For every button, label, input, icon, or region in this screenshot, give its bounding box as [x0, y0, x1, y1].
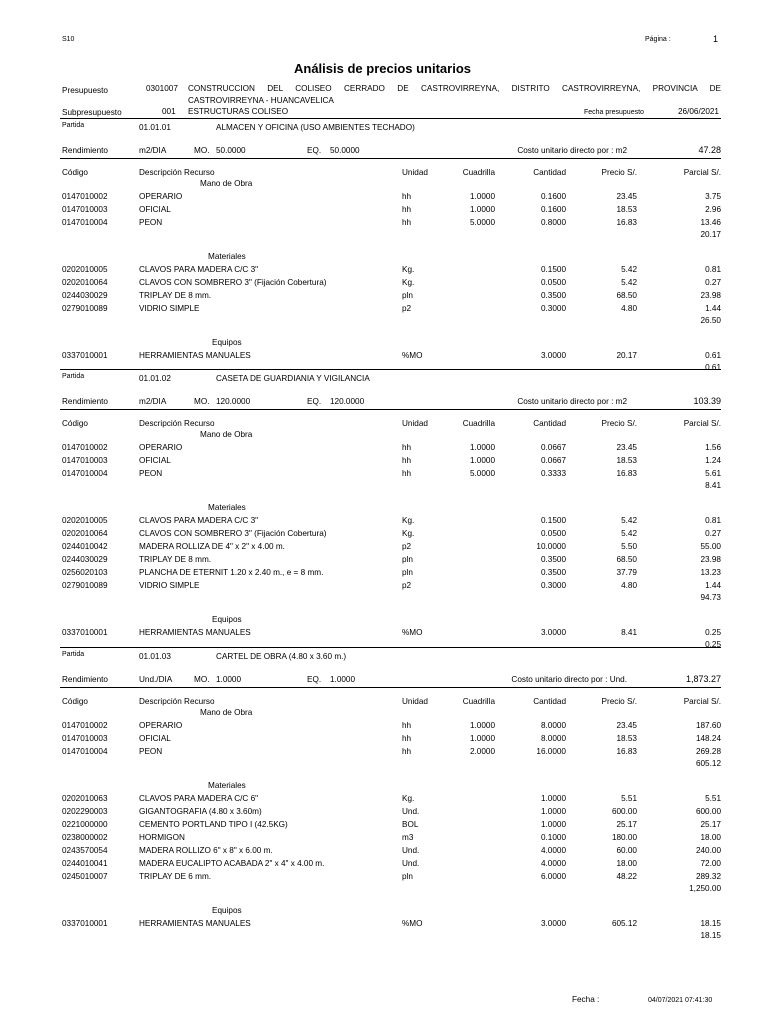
resource-unit: BOL [402, 820, 419, 829]
column-header-descripcion: Descripción Recurso [139, 168, 215, 177]
mo-label: MO. [194, 675, 210, 684]
resource-description: HERRAMIENTAS MANUALES [139, 919, 251, 928]
rendimiento-label: Rendimiento [62, 675, 108, 684]
presupuesto-description-line2: CASTROVIRREYNA - HUANCAVELICA [188, 96, 334, 105]
fecha-presupuesto: 26/06/2021 [678, 107, 719, 116]
resource-description: OPERARIO [139, 192, 183, 201]
resource-description: OFICIAL [139, 205, 171, 214]
presupuesto-label: Presupuesto [62, 86, 108, 95]
page-label: Página : [645, 36, 671, 43]
partida-code: 01.01.02 [139, 374, 171, 383]
resource-parcial: 1.44 [705, 304, 721, 313]
subpresupuesto-label: Subpresupuesto [62, 108, 122, 117]
resource-code: 0147010004 [62, 747, 108, 756]
resource-unit: hh [402, 721, 412, 730]
resource-code: 0147010002 [62, 443, 108, 452]
resource-code: 0244010041 [62, 859, 108, 868]
resource-cuadrilla: 1.0000 [469, 456, 495, 465]
resource-parcial: 1.44 [705, 581, 721, 590]
column-header-cantidad: Cantidad [533, 419, 566, 428]
resource-cantidad: 6.0000 [540, 872, 566, 881]
resource-code: 0147010002 [62, 721, 108, 730]
resource-precio: 18.53 [616, 734, 637, 743]
mo-value: 50.0000 [216, 146, 246, 155]
resource-code: 0202010063 [62, 794, 108, 803]
resource-cantidad: 0.0500 [540, 529, 566, 538]
resource-description: OFICIAL [139, 734, 171, 743]
resource-code: 0147010004 [62, 218, 108, 227]
resource-cantidad: 0.3333 [540, 469, 566, 478]
resource-code: 0337010001 [62, 628, 108, 637]
resource-precio: 16.83 [616, 747, 637, 756]
resource-precio: 5.50 [621, 542, 637, 551]
column-header-codigo: Código [62, 168, 88, 177]
presupuesto-code: 0301007 [146, 84, 178, 93]
group-subtotal: 26.50 [700, 316, 721, 325]
resource-description: GIGANTOGRAFIA (4.80 x 3.60m) [139, 807, 262, 816]
resource-code: 0243570054 [62, 846, 108, 855]
resource-code: 0202290003 [62, 807, 108, 816]
resource-unit: hh [402, 443, 412, 452]
resource-precio: 18.53 [616, 205, 637, 214]
rendimiento-rule [60, 409, 721, 410]
column-header-cuadrilla: Cuadrilla [462, 168, 495, 177]
column-header-precio: Precio S/. [601, 697, 637, 706]
resource-code: 0147010003 [62, 734, 108, 743]
resource-unit: Kg. [402, 516, 415, 525]
presupuesto-description: CONSTRUCCION DEL COLISEO CERRADO DE CASTROVIRREYNA, DISTRITO CASTROVIRREYNA, PROVINCIA DE [188, 84, 721, 93]
column-header-descripcion: Descripción Recurso [139, 419, 215, 428]
resource-cantidad: 1.0000 [540, 807, 566, 816]
resource-cantidad: 3.0000 [540, 628, 566, 637]
resource-precio: 18.00 [616, 859, 637, 868]
rendimiento-label: Rendimiento [62, 397, 108, 406]
resource-description: CLAVOS PARA MADERA C/C 3" [139, 265, 259, 274]
resource-unit: p2 [402, 304, 412, 313]
resource-cantidad: 1.0000 [540, 820, 566, 829]
resource-cantidad: 8.0000 [540, 721, 566, 730]
resource-precio: 605.12 [611, 919, 637, 928]
resource-cantidad: 4.0000 [540, 846, 566, 855]
group-subtotal: 605.12 [695, 759, 721, 768]
column-header-parcial: Parcial S/. [683, 419, 721, 428]
resource-code: 0256020103 [62, 568, 108, 577]
resource-cantidad: 3.0000 [540, 919, 566, 928]
resource-code: 0244030029 [62, 291, 108, 300]
mo-label: MO. [194, 397, 210, 406]
fecha-presupuesto-label: Fecha presupuesto [584, 109, 644, 116]
resource-unit: hh [402, 192, 412, 201]
resource-cantidad: 0.3500 [540, 291, 566, 300]
resource-unit: %MO [402, 919, 423, 928]
resource-precio: 16.83 [616, 218, 637, 227]
resource-precio: 4.80 [621, 581, 637, 590]
group-heading: Equipos [212, 906, 242, 915]
eq-label: EQ. [307, 675, 322, 684]
resource-parcial: 187.60 [695, 721, 721, 730]
mo-value: 120.0000 [216, 397, 251, 406]
resource-cuadrilla: 1.0000 [469, 205, 495, 214]
resource-description: TRIPLAY DE 8 mm. [139, 291, 212, 300]
resource-code: 0202010005 [62, 265, 108, 274]
group-heading: Materiales [208, 252, 246, 261]
resource-description: VIDRIO SIMPLE [139, 581, 200, 590]
partida-code: 01.01.01 [139, 123, 171, 132]
rendimiento-unit: Und./DIA [139, 675, 173, 684]
resource-cantidad: 0.3500 [540, 555, 566, 564]
costo-unitario-label: Costo unitario directo por : m2 [517, 146, 627, 155]
column-header-parcial: Parcial S/. [683, 168, 721, 177]
partida-name: CARTEL DE OBRA (4.80 x 3.60 m.) [216, 652, 347, 661]
resource-cuadrilla: 5.0000 [469, 218, 495, 227]
resource-precio: 23.45 [616, 721, 637, 730]
column-header-codigo: Código [62, 697, 88, 706]
resource-unit: p2 [402, 542, 412, 551]
page-title: Análisis de precios unitarios [294, 61, 471, 76]
resource-cantidad: 1.0000 [540, 794, 566, 803]
resource-unit: Kg. [402, 278, 415, 287]
rendimiento-unit: m2/DIA [139, 146, 167, 155]
resource-cantidad: 16.0000 [536, 747, 566, 756]
resource-code: 0202010005 [62, 516, 108, 525]
resource-unit: Und. [402, 807, 420, 816]
resource-description: VIDRIO SIMPLE [139, 304, 200, 313]
partida-top-rule [60, 118, 721, 119]
resource-description: CLAVOS CON SOMBRERO 3" (Fijación Cobertura) [139, 278, 327, 287]
resource-code: 0147010003 [62, 205, 108, 214]
resource-parcial: 23.98 [700, 555, 721, 564]
resource-unit: hh [402, 469, 412, 478]
resource-precio: 23.45 [616, 192, 637, 201]
resource-cantidad: 0.3000 [540, 581, 566, 590]
group-subtotal: 0.25 [705, 640, 721, 649]
resource-description: CLAVOS PARA MADERA C/C 3" [139, 516, 259, 525]
column-header-cuadrilla: Cuadrilla [462, 419, 495, 428]
costo-unitario-value: 103.39 [693, 396, 721, 406]
column-header-descripcion: Descripción Recurso [139, 697, 215, 706]
resource-description: HERRAMIENTAS MANUALES [139, 628, 251, 637]
group-subtotal: 1,250.00 [689, 884, 721, 893]
resource-precio: 180.00 [611, 833, 637, 842]
resource-parcial: 18.15 [700, 919, 721, 928]
resource-code: 0337010001 [62, 919, 108, 928]
eq-value: 120.0000 [330, 397, 365, 406]
column-header-unidad: Unidad [402, 168, 428, 177]
resource-precio: 16.83 [616, 469, 637, 478]
resource-parcial: 5.51 [705, 794, 721, 803]
eq-label: EQ. [307, 397, 322, 406]
resource-precio: 18.53 [616, 456, 637, 465]
resource-parcial: 1.56 [705, 443, 721, 452]
resource-unit: Kg. [402, 794, 415, 803]
resource-parcial: 23.98 [700, 291, 721, 300]
resource-precio: 48.22 [616, 872, 637, 881]
resource-unit: p2 [402, 581, 412, 590]
partida-top-rule [60, 369, 721, 370]
resource-precio: 60.00 [616, 846, 637, 855]
resource-description: PEON [139, 469, 163, 478]
resource-description: OPERARIO [139, 443, 183, 452]
resource-code: 0245010007 [62, 872, 108, 881]
resource-cuadrilla: 5.0000 [469, 469, 495, 478]
rendimiento-rule [60, 158, 721, 159]
resource-parcial: 600.00 [695, 807, 721, 816]
rendimiento-rule [60, 687, 721, 688]
column-header-unidad: Unidad [402, 697, 428, 706]
resource-code: 0244010042 [62, 542, 108, 551]
partida-name: ALMACEN Y OFICINA (USO AMBIENTES TECHADO) [216, 123, 415, 132]
mo-value: 1.0000 [216, 675, 242, 684]
resource-description: OPERARIO [139, 721, 183, 730]
resource-description: TRIPLAY DE 8 mm. [139, 555, 212, 564]
resource-cantidad: 0.3500 [540, 568, 566, 577]
page-number: 1 [713, 34, 719, 44]
resource-cuadrilla: 1.0000 [469, 443, 495, 452]
column-header-cantidad: Cantidad [533, 697, 566, 706]
subpresupuesto-description: ESTRUCTURAS COLISEO [188, 107, 289, 116]
resource-code: 0238000002 [62, 833, 108, 842]
resource-unit: Und. [402, 846, 420, 855]
resource-unit: pln [402, 555, 413, 564]
resource-description: HERRAMIENTAS MANUALES [139, 351, 251, 360]
resource-parcial: 0.27 [705, 529, 721, 538]
resource-cantidad: 10.0000 [536, 542, 566, 551]
resource-unit: hh [402, 205, 412, 214]
resource-code: 0337010001 [62, 351, 108, 360]
resource-precio: 5.42 [621, 529, 637, 538]
group-heading: Mano de Obra [200, 430, 253, 439]
resource-parcial: 0.27 [705, 278, 721, 287]
resource-parcial: 55.00 [700, 542, 721, 551]
resource-parcial: 0.61 [705, 351, 721, 360]
costo-unitario-value: 47.28 [698, 145, 721, 155]
resource-cantidad: 8.0000 [540, 734, 566, 743]
resource-precio: 4.80 [621, 304, 637, 313]
costo-unitario-label: Costo unitario directo por : Und. [511, 675, 627, 684]
footer-fecha-label: Fecha : [572, 995, 600, 1004]
eq-value: 1.0000 [330, 675, 356, 684]
resource-code: 0147010004 [62, 469, 108, 478]
resource-cantidad: 0.1000 [540, 833, 566, 842]
resource-parcial: 13.23 [700, 568, 721, 577]
partida-code: 01.01.03 [139, 652, 171, 661]
resource-code: 0279010089 [62, 581, 108, 590]
resource-parcial: 72.00 [700, 859, 721, 868]
resource-precio: 68.50 [616, 291, 637, 300]
resource-parcial: 5.61 [705, 469, 721, 478]
partida-label: Partida [62, 122, 85, 129]
group-subtotal: 0.61 [705, 363, 721, 372]
resource-code: 0279010089 [62, 304, 108, 313]
column-header-cuadrilla: Cuadrilla [462, 697, 495, 706]
resource-code: 0147010003 [62, 456, 108, 465]
resource-code: 0244030029 [62, 555, 108, 564]
resource-parcial: 148.24 [695, 734, 721, 743]
resource-code: 0202010064 [62, 278, 108, 287]
resource-cuadrilla: 1.0000 [469, 734, 495, 743]
partida-top-rule [60, 647, 721, 648]
resource-unit: hh [402, 218, 412, 227]
group-heading: Mano de Obra [200, 708, 253, 717]
resource-parcial: 0.25 [705, 628, 721, 637]
resource-parcial: 289.32 [695, 872, 721, 881]
costo-unitario-label: Costo unitario directo por : m2 [517, 397, 627, 406]
resource-precio: 68.50 [616, 555, 637, 564]
column-header-unidad: Unidad [402, 419, 428, 428]
resource-cantidad: 3.0000 [540, 351, 566, 360]
resource-description: OFICIAL [139, 456, 171, 465]
group-heading: Equipos [212, 615, 242, 624]
resource-unit: Und. [402, 859, 420, 868]
resource-parcial: 3.75 [705, 192, 721, 201]
group-heading: Materiales [208, 781, 246, 790]
resource-unit: hh [402, 456, 412, 465]
resource-description: PEON [139, 218, 163, 227]
group-heading: Materiales [208, 503, 246, 512]
resource-description: TRIPLAY DE 6 mm. [139, 872, 212, 881]
resource-description: MADERA EUCALIPTO ACABADA 2" x 4" x 4.00 m. [139, 859, 325, 868]
subpresupuesto-code: 001 [162, 107, 176, 116]
resource-description: CLAVOS CON SOMBRERO 3" (Fijación Cobertura) [139, 529, 327, 538]
resource-unit: %MO [402, 628, 423, 637]
resource-description: PEON [139, 747, 163, 756]
resource-description: PLANCHA DE ETERNIT 1.20 x 2.40 m., e = 8 mm. [139, 568, 324, 577]
resource-cantidad: 0.0667 [540, 456, 566, 465]
resource-description: MADERA ROLLIZA DE 4" x 2" x 4.00 m. [139, 542, 285, 551]
partida-label: Partida [62, 651, 85, 658]
resource-precio: 25.17 [616, 820, 637, 829]
resource-cantidad: 0.8000 [540, 218, 566, 227]
resource-description: MADERA ROLLIZO 6" x 8" x 6.00 m. [139, 846, 273, 855]
resource-precio: 37.79 [616, 568, 637, 577]
column-header-precio: Precio S/. [601, 168, 637, 177]
resource-description: CEMENTO PORTLAND TIPO I (42.5KG) [139, 820, 288, 829]
column-header-cantidad: Cantidad [533, 168, 566, 177]
resource-unit: Kg. [402, 265, 415, 274]
resource-code: 0147010002 [62, 192, 108, 201]
resource-precio: 5.42 [621, 265, 637, 274]
resource-unit: %MO [402, 351, 423, 360]
resource-cantidad: 4.0000 [540, 859, 566, 868]
resource-parcial: 240.00 [695, 846, 721, 855]
resource-precio: 5.51 [621, 794, 637, 803]
rendimiento-label: Rendimiento [62, 146, 108, 155]
resource-unit: hh [402, 734, 412, 743]
eq-label: EQ. [307, 146, 322, 155]
resource-parcial: 13.46 [700, 218, 721, 227]
resource-cuadrilla: 1.0000 [469, 721, 495, 730]
resource-precio: 5.42 [621, 278, 637, 287]
resource-cantidad: 0.1500 [540, 265, 566, 274]
resource-parcial: 269.28 [695, 747, 721, 756]
group-subtotal: 18.15 [700, 931, 721, 940]
report-code: S10 [62, 36, 75, 43]
resource-cantidad: 0.1600 [540, 192, 566, 201]
resource-precio: 5.42 [621, 516, 637, 525]
resource-cantidad: 0.0667 [540, 443, 566, 452]
group-heading: Mano de Obra [200, 179, 253, 188]
group-heading: Equipos [212, 338, 242, 347]
resource-precio: 600.00 [611, 807, 637, 816]
resource-cantidad: 0.3000 [540, 304, 566, 313]
resource-code: 0221000000 [62, 820, 108, 829]
partida-label: Partida [62, 373, 85, 380]
resource-description: CLAVOS PARA MADERA C/C 6" [139, 794, 259, 803]
resource-cuadrilla: 1.0000 [469, 192, 495, 201]
resource-parcial: 0.81 [705, 265, 721, 274]
resource-precio: 20.17 [616, 351, 637, 360]
resource-unit: pln [402, 872, 413, 881]
resource-precio: 8.41 [621, 628, 637, 637]
resource-parcial: 25.17 [700, 820, 721, 829]
resource-cantidad: 0.0500 [540, 278, 566, 287]
resource-cuadrilla: 2.0000 [469, 747, 495, 756]
group-subtotal: 8.41 [705, 481, 721, 490]
resource-parcial: 2.96 [705, 205, 721, 214]
footer-fecha-value: 04/07/2021 07:41:30 [648, 997, 713, 1004]
column-header-parcial: Parcial S/. [683, 697, 721, 706]
resource-cantidad: 0.1600 [540, 205, 566, 214]
resource-unit: Kg. [402, 529, 415, 538]
mo-label: MO. [194, 146, 210, 155]
resource-description: HORMIGON [139, 833, 185, 842]
column-header-precio: Precio S/. [601, 419, 637, 428]
resource-unit: pln [402, 568, 413, 577]
costo-unitario-value: 1,873.27 [685, 674, 721, 684]
resource-parcial: 18.00 [700, 833, 721, 842]
partida-name: CASETA DE GUARDIANIA Y VIGILANCIA [216, 374, 370, 383]
rendimiento-unit: m2/DIA [139, 397, 167, 406]
resource-parcial: 1.24 [705, 456, 721, 465]
resource-unit: pln [402, 291, 413, 300]
resource-precio: 23.45 [616, 443, 637, 452]
resource-parcial: 0.81 [705, 516, 721, 525]
resource-code: 0202010064 [62, 529, 108, 538]
resource-cantidad: 0.1500 [540, 516, 566, 525]
resource-unit: hh [402, 747, 412, 756]
group-subtotal: 94.73 [700, 593, 721, 602]
group-subtotal: 20.17 [700, 230, 721, 239]
eq-value: 50.0000 [330, 146, 360, 155]
column-header-codigo: Código [62, 419, 88, 428]
resource-unit: m3 [402, 833, 414, 842]
